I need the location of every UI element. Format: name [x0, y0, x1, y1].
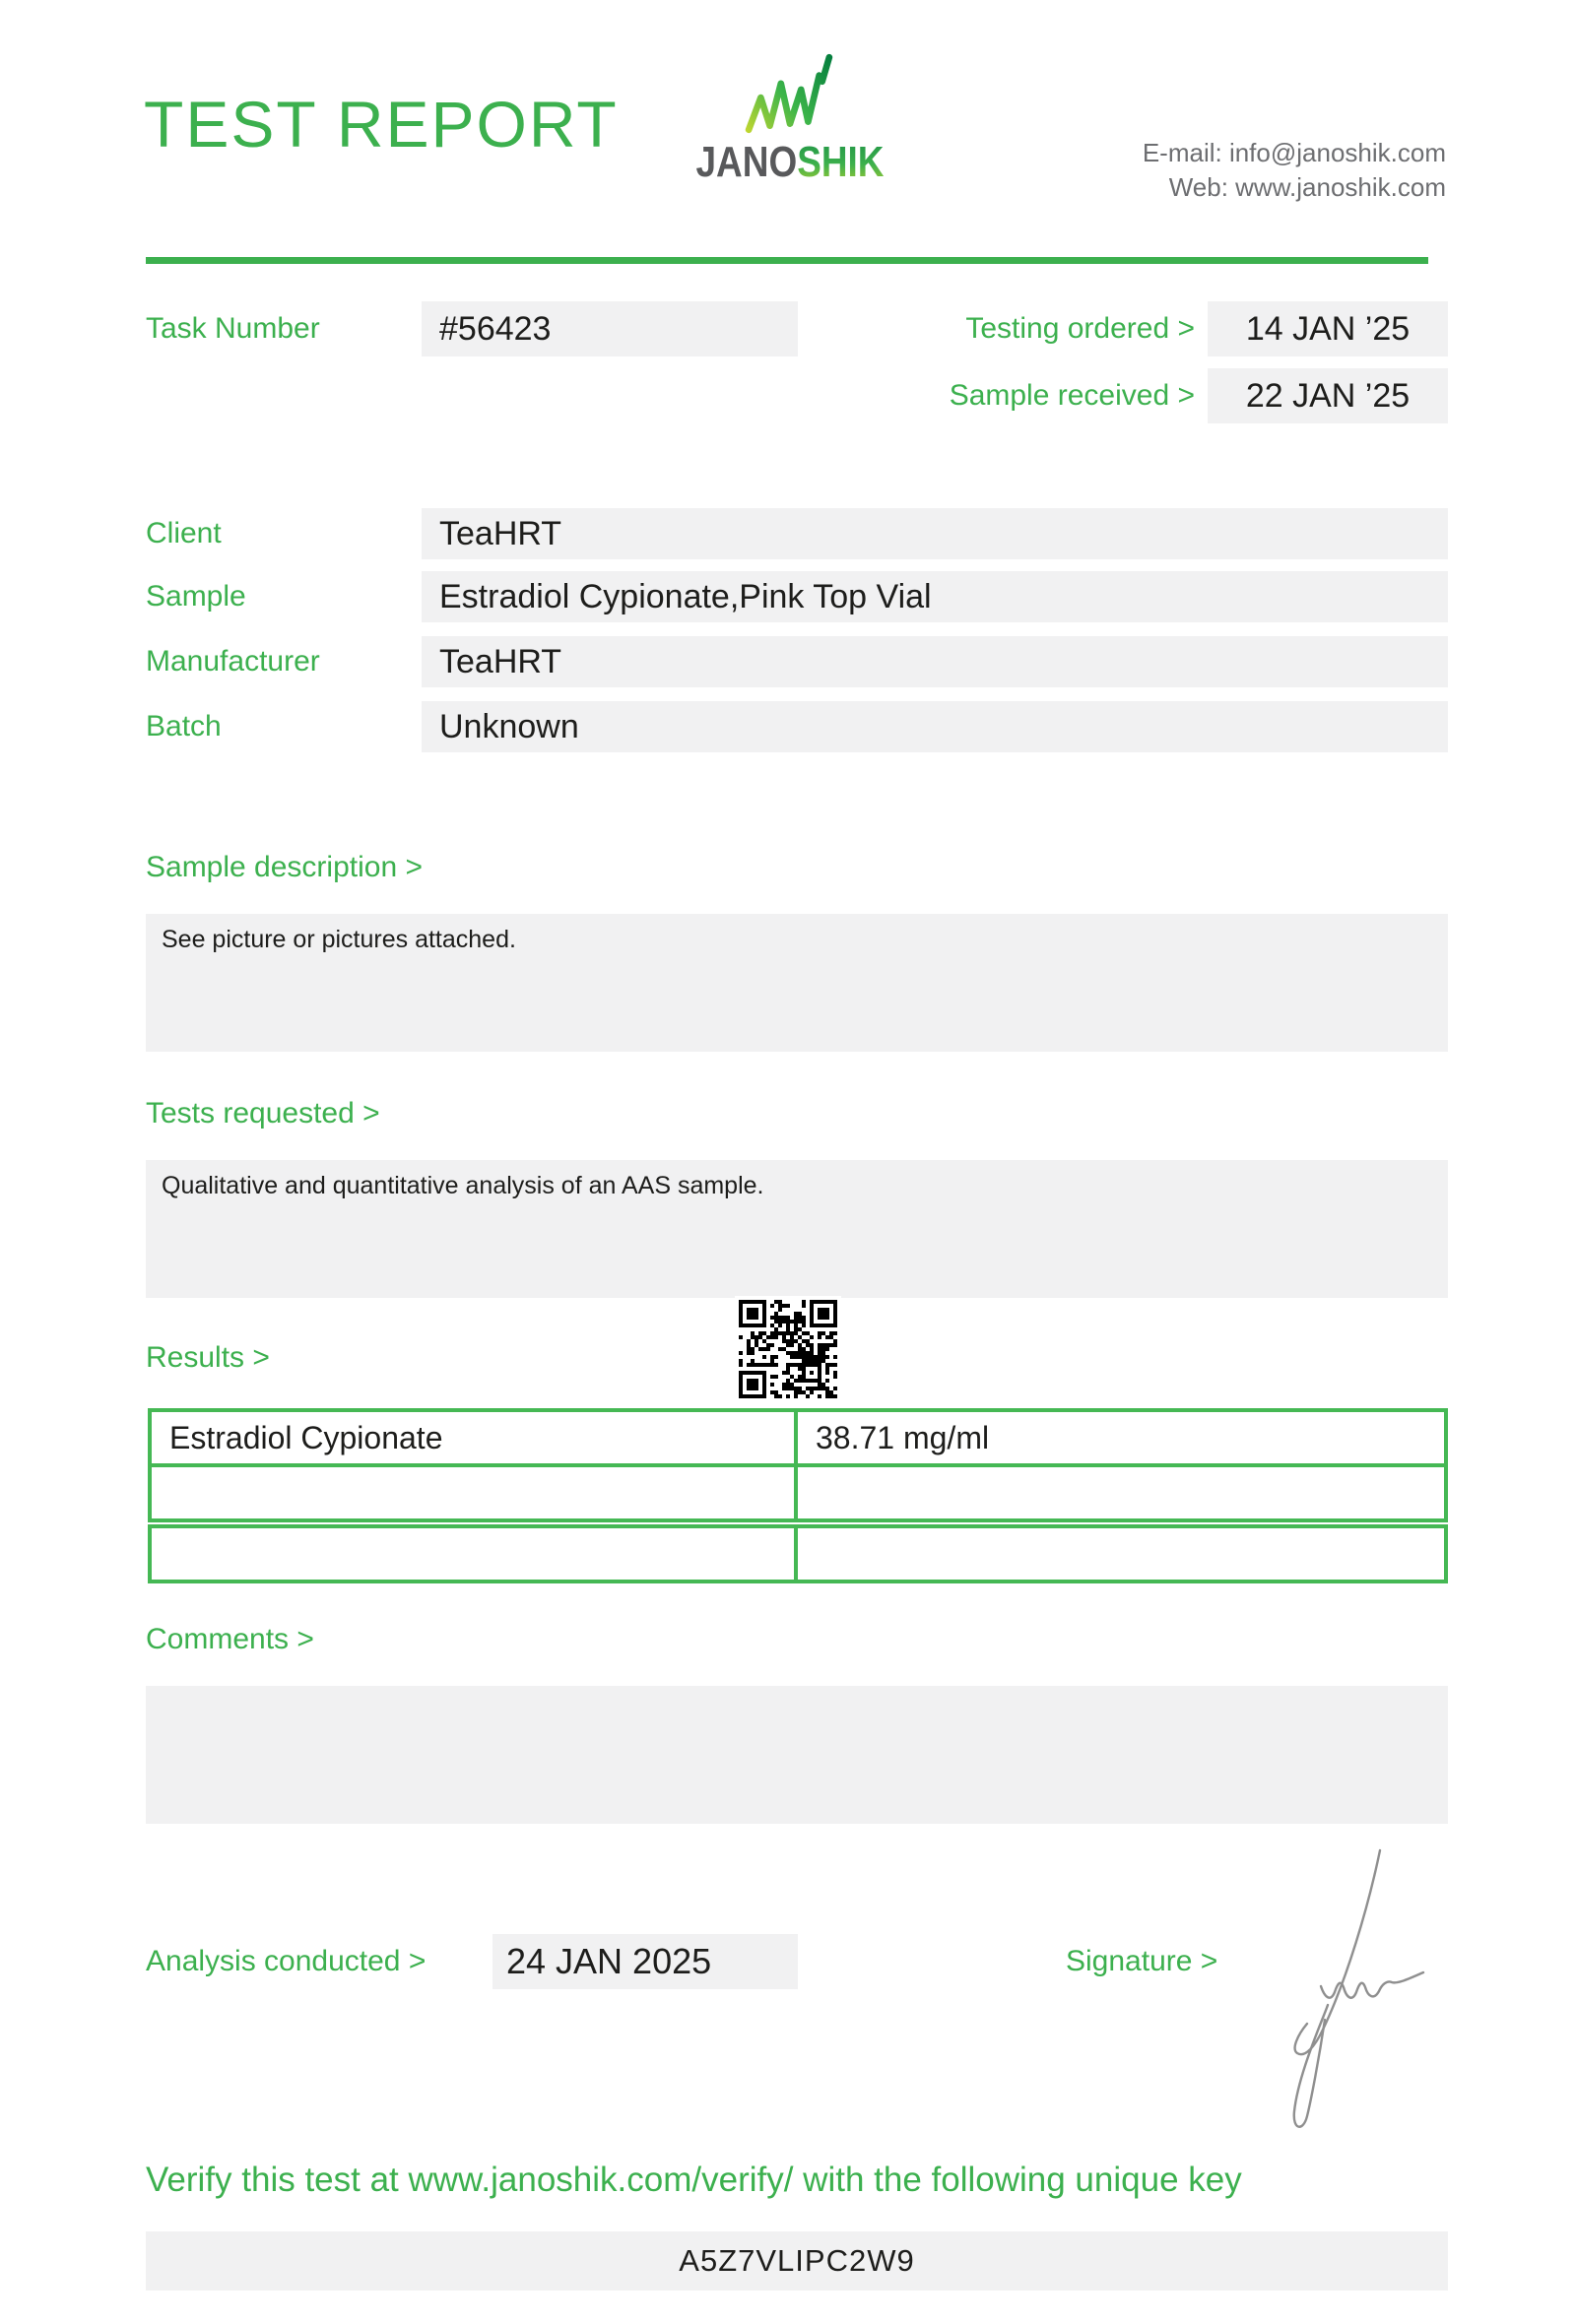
client-label: Client: [146, 517, 222, 549]
janoshik-logo: [662, 53, 918, 187]
results-title: Results >: [146, 1341, 270, 1374]
comments-title: Comments >: [146, 1623, 314, 1655]
tests-requested-body: Qualitative and quantitative analysis of an AAS sample.: [162, 1172, 764, 1199]
analyte-cell: [152, 1528, 798, 1580]
testing-ordered-label: Testing ordered >: [965, 312, 1195, 345]
sample-received-value: 22 JAN ’25: [1245, 377, 1411, 415]
logo-shik: SHIK: [797, 138, 885, 186]
tests-requested-title: Tests requested >: [146, 1097, 380, 1130]
batch-value: Unknown: [439, 708, 579, 745]
batch-box: [422, 701, 1448, 752]
manufacturer-value: TeaHRT: [439, 643, 562, 680]
analysis-conducted-label: Analysis conducted >: [146, 1945, 427, 1977]
logo-jano: JANO: [695, 138, 798, 186]
page-title: TEST REPORT: [144, 88, 619, 161]
task-number-label: Task Number: [146, 312, 320, 345]
tests-requested-box: [146, 1160, 1448, 1298]
contact-block: [1143, 136, 1446, 205]
logo-wordmark: [683, 138, 897, 187]
signature-label: Signature >: [1066, 1945, 1218, 1977]
result-cell: [798, 1467, 1444, 1518]
unique-key-box: [146, 2231, 1448, 2291]
results-table: [148, 1408, 1448, 1583]
analysis-date-box: [492, 1934, 798, 1989]
sample-description-title: Sample description >: [146, 851, 423, 883]
testing-ordered-box: [1208, 301, 1448, 356]
task-number-box: [422, 301, 798, 356]
analyte-cell: Estradiol Cypionate: [152, 1412, 798, 1463]
batch-label: Batch: [146, 710, 222, 742]
analyte-cell: [152, 1467, 798, 1518]
sample-description-box: [146, 914, 1448, 1052]
header-divider: [146, 257, 1428, 264]
verify-instruction: Verify this test at www.janoshik.com/verify/ with the following unique key: [146, 2161, 1242, 2199]
sample-box: [422, 571, 1448, 622]
client-value: TeaHRT: [439, 515, 562, 552]
email-text: E-mail: info@janoshik.com: [1142, 138, 1446, 167]
analysis-date-value: 24 JAN 2025: [506, 1941, 712, 1981]
result-cell: [798, 1528, 1444, 1580]
qr-code: [735, 1296, 841, 1402]
sample-label: Sample: [146, 580, 246, 613]
unique-key-value: A5Z7VLIPC2W9: [679, 2243, 915, 2278]
result-cell: 38.71 mg/ml: [816, 1419, 990, 1455]
sample-value: Estradiol Cypionate,Pink Top Vial: [439, 578, 932, 615]
logo-chart-icon: [745, 53, 835, 134]
manufacturer-box: [422, 636, 1448, 687]
table-row: [148, 1463, 1448, 1522]
web-text: Web: www.janoshik.com: [1168, 172, 1446, 202]
client-box: [422, 508, 1448, 559]
manufacturer-label: Manufacturer: [146, 645, 320, 678]
table-row: [148, 1408, 1448, 1467]
sample-received-box: [1208, 368, 1448, 423]
task-number-value: #56423: [439, 310, 552, 348]
sample-description-body: See picture or pictures attached.: [162, 926, 516, 953]
sample-received-label: Sample received >: [949, 379, 1195, 412]
signature-scribble: [1266, 1817, 1463, 2142]
comments-body: [146, 1686, 1448, 1710]
testing-ordered-value: 14 JAN ’25: [1245, 310, 1411, 348]
comments-box: [146, 1686, 1448, 1824]
table-row: [148, 1524, 1448, 1583]
